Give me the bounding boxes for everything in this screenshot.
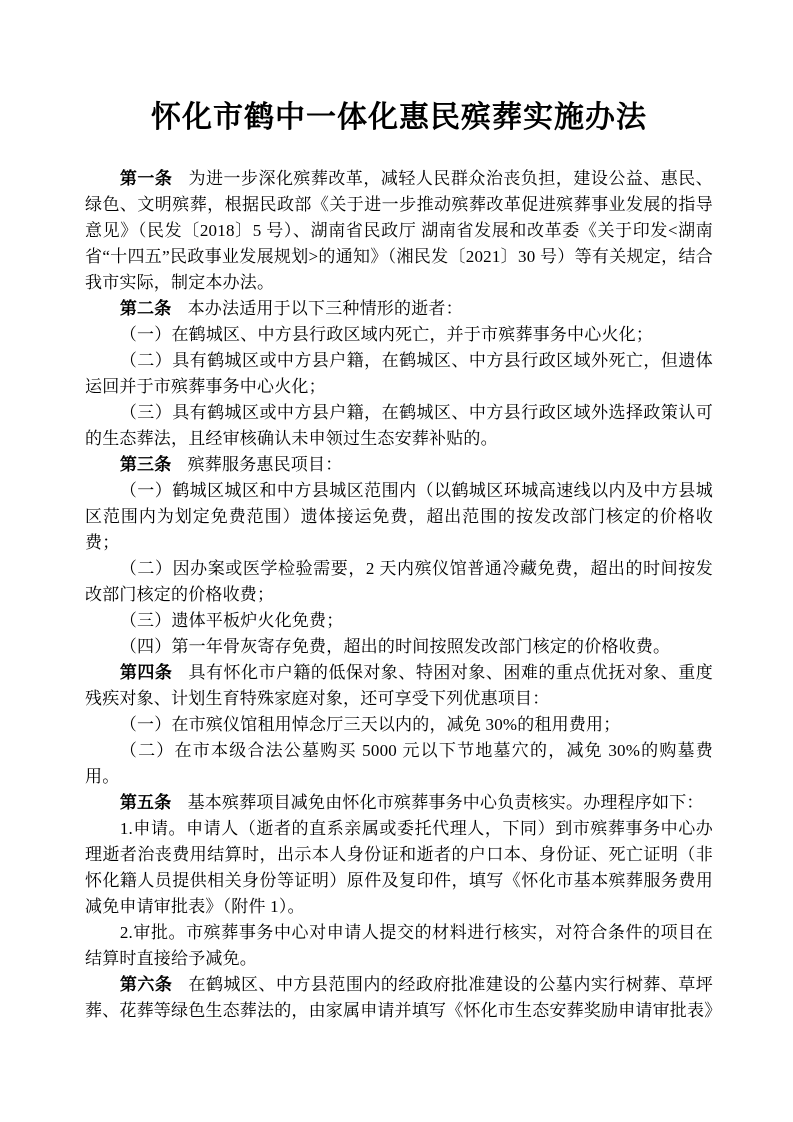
paragraph-text: （三）遗体平板炉火化免费； xyxy=(119,611,344,630)
paragraph-text: 本办法适用于以下三种情形的逝者： xyxy=(187,299,463,318)
paragraph-text: （二）因办案或医学检验需要，2 天内殡仪馆普通冷藏免费，超出的时间按发改部门核定的价格收费； xyxy=(85,559,713,604)
paragraph xyxy=(85,348,713,400)
paragraph xyxy=(85,634,713,660)
paragraph xyxy=(85,322,713,348)
paragraph xyxy=(85,972,722,1024)
paragraph xyxy=(85,400,713,452)
paragraph-text: 在鹤城区、中方县范围内的经政府批准建设的公墓内实行树葬、草坪葬、花葬等绿色生态葬法的，由家属申请并填写《怀化市生态安葬奖励申请审批表》 xyxy=(85,975,722,1020)
paragraph-text: 2.审批。市殡葬事务中心对申请人提交的材料进行核实，对符合条件的项目在结算时直接给予减免。 xyxy=(85,923,713,968)
document-body xyxy=(85,166,722,1024)
paragraph xyxy=(85,816,713,920)
paragraph-text: 殡葬服务惠民项目： xyxy=(187,455,343,474)
paragraph xyxy=(85,452,713,478)
paragraph-text: （二）具有鹤城区或中方县户籍，在鹤城区、中方县行政区域外死亡，但遗体运回并于市殡葬事务中心火化； xyxy=(85,351,713,396)
paragraph xyxy=(85,660,713,712)
paragraph-text: （四）第一年骨灰寄存免费，超出的时间按照发改部门核定的价格收费。 xyxy=(119,637,671,656)
article-number: 第二条 xyxy=(119,299,172,318)
article-number: 第六条 xyxy=(119,975,173,994)
article-number: 第五条 xyxy=(119,793,172,812)
paragraph xyxy=(85,920,713,972)
paragraph xyxy=(85,608,713,634)
paragraph-text: 为进一步深化殡葬改革，减轻人民群众治丧负担，建设公益、惠民、绿色、文明殡葬，根据民政部《关于进一步推动殡葬改革促进殡葬事业发展的指导意见》（民发〔2018〕5 号）、湖南省民政厅 湖南省发展和改革委《关于印发<湖南省“十四五”民政事业发展规划>的通知》（湘民发〔2021〕30 号）等有关规定，结合我市实际，制定本办法。 xyxy=(85,169,713,292)
article-number: 第三条 xyxy=(119,455,172,474)
paragraph-text: 基本殡葬项目减免由怀化市殡葬事务中心负责核实。办理程序如下： xyxy=(187,793,704,812)
paragraph-text: （二）在市本级合法公墓购买 5000 元以下节地墓穴的，减免 30%的购墓费用。 xyxy=(85,741,713,786)
paragraph-text: 具有怀化市户籍的低保对象、特困对象、困难的重点优抚对象、重度残疾对象、计划生育特殊家庭对象，还可享受下列优惠项目： xyxy=(85,663,713,708)
document-title: 怀化市鹤中一体化惠民殡葬实施办法 xyxy=(151,101,647,134)
paragraph-text: 1.申请。申请人（逝者的直系亲属或委托代理人，下同）到市殡葬事务中心办理逝者治丧费用结算时，出示本人身份证和逝者的户口本、身份证、死亡证明（非怀化籍人员提供相关身份等证明）原件及复印件，填写《怀化市基本殡葬服务费用减免申请审批表》（附件 1）。 xyxy=(85,819,713,916)
paragraph-text: （一）在鹤城区、中方县行政区域内死亡，并于市殡葬事务中心火化； xyxy=(119,325,654,344)
paragraph-text: （三）具有鹤城区或中方县户籍，在鹤城区、中方县行政区域外选择政策认可的生态葬法，且经审核确认未申领过生态安葬补贴的。 xyxy=(85,403,713,448)
paragraph-text: （一）在市殡仪馆租用悼念厅三天以内的，减免 30%的租用费用； xyxy=(119,715,621,734)
paragraph xyxy=(85,296,713,322)
paragraph xyxy=(85,166,713,296)
paragraph xyxy=(85,790,713,816)
paragraph xyxy=(85,478,713,556)
paragraph xyxy=(85,556,713,608)
article-number: 第一条 xyxy=(119,169,173,188)
paragraph-text: （一）鹤城区城区和中方县城区范围内（以鹤城区环城高速线以内及中方县城区范围内为划定免费范围）遗体接运免费，超出范围的按发改部门核定的价格收费； xyxy=(85,481,713,552)
article-number: 第四条 xyxy=(119,663,173,682)
paragraph xyxy=(85,712,713,738)
paragraph xyxy=(85,738,713,790)
